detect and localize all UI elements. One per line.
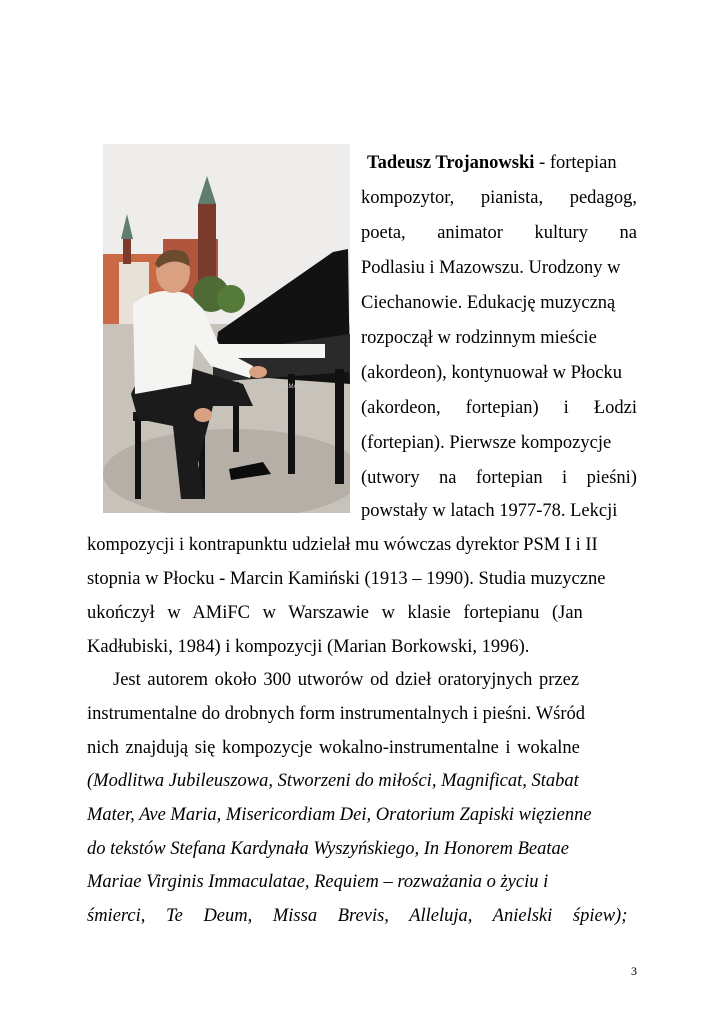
word: Łodzi [593, 398, 637, 418]
text-line-9 [361, 467, 637, 489]
word: poeta, [361, 223, 406, 243]
intro-rest: - fortepian [534, 153, 617, 173]
word: i [562, 468, 568, 488]
word: kultury [534, 223, 588, 243]
works-line-5: śmierci, Te Deum, Missa Brevis, Alleluja, Anielski śpiew); [87, 906, 628, 926]
text-line-1 [361, 187, 637, 209]
text-line-2 [361, 222, 637, 244]
text-line-8: (fortepian). Pierwsze kompozycje [361, 433, 612, 453]
word: fortepian [475, 468, 543, 488]
word: fortepian) [465, 398, 539, 418]
word: i [563, 398, 569, 418]
word: pianista, [480, 188, 544, 208]
word: kompozytor, [361, 188, 455, 208]
text-line-13: ukończył w AMiFC w Warszawie w klasie fortepianu (Jan [87, 603, 583, 623]
piano-brand-text: YAMAHA [281, 384, 306, 390]
portrait-photo [103, 144, 350, 513]
word: pieśni) [586, 468, 637, 488]
paragraph-2-first-line: Jest autorem około 300 utworów od dzieł oratoryjnych przez [113, 670, 580, 690]
word: animator [437, 223, 503, 243]
text-line-10: powstały w latach 1977-78. Lekcji [361, 501, 618, 521]
text-line-11: kompozycji i kontrapunktu udzielał mu wówczas dyrektor PSM I i II [87, 535, 598, 555]
works-line-4: Mariae Virginis Immaculatae, Requiem – rozważania o życiu i [87, 872, 549, 892]
word: (akordeon, [361, 398, 441, 418]
text-line-12: stopnia w Płocku - Marcin Kamiński (1913 – 1990). Studia muzyczne [87, 569, 606, 589]
text-line-5: rozpoczął w rodzinnym mieście [361, 328, 597, 348]
word: na [619, 223, 637, 243]
text-line-14: Kadłubiski, 1984) i kompozycji (Marian Borkowski, 1996). [87, 637, 530, 657]
text-line-3: Podlasiu i Mazowszu. Urodzony w [361, 258, 621, 278]
works-line-1: (Modlitwa Jubileuszowa, Stworzeni do miłości, Magnificat, Stabat [87, 771, 579, 791]
intro-line [367, 152, 637, 174]
text-line-7 [361, 397, 637, 419]
page-number: 3 [631, 964, 637, 978]
text-line-16: instrumentalne do drobnych form instrumentalnych i pieśni. Wśród [87, 704, 586, 724]
word: pedagog, [569, 188, 637, 208]
word: na [438, 468, 457, 488]
text-line-4: Ciechanowie. Edukację muzyczną [361, 293, 616, 313]
works-line-2: Mater, Ave Maria, Misericordiam Dei, Oratorium Zapiski więzienne [87, 805, 592, 825]
author-name: Tadeusz Trojanowski [367, 153, 535, 173]
text-line-17: nich znajdują się kompozycje wokalno-instrumentalne i wokalne [87, 738, 580, 758]
works-line-3: do tekstów Stefana Kardynała Wyszyńskiego, In Honorem Beatae [87, 839, 569, 859]
text-line-6: (akordeon), kontynuował w Płocku [361, 363, 623, 383]
word: (utwory [361, 468, 420, 488]
